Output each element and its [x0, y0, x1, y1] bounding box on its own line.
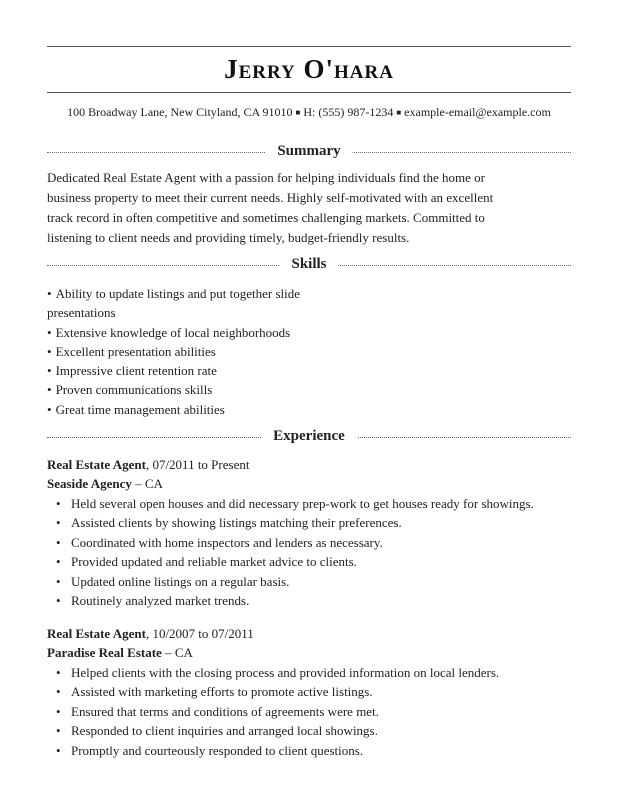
job-company: Seaside Agency [47, 476, 132, 491]
bullet-icon: • [56, 703, 61, 719]
bullet-icon: • [56, 742, 61, 758]
bullet-icon: • [47, 382, 52, 398]
bullet-icon: • [56, 573, 61, 589]
candidate-name: Jerry O'hara [224, 54, 394, 84]
job-title: Real Estate Agent [47, 626, 146, 641]
bullet-icon: • [47, 324, 52, 340]
job-company-line [47, 476, 163, 492]
duty-item: • Provided updated and reliable market advice to clients. [56, 552, 556, 571]
job-title-line [47, 626, 254, 642]
skill-item: • Extensive knowledge of local neighborhoods [47, 324, 291, 340]
duty-item: • Promptly and courteously responded to client questions. [56, 741, 556, 760]
summary-heading-row [47, 143, 571, 161]
duty-item: • Coordinated with home inspectors and lenders as necessary. [56, 533, 556, 552]
top-divider [47, 46, 571, 47]
duty-item: • Ensured that terms and conditions of agreements were met. [56, 702, 556, 721]
bullet-icon: • [47, 363, 52, 379]
bullet-icon: • [47, 401, 52, 417]
job-location: – CA [161, 645, 193, 660]
job-duties-list [56, 663, 556, 760]
bullet-icon: • [56, 534, 61, 550]
skill-item: • Impressive client retention rate [47, 363, 217, 379]
skills-heading-row [47, 256, 571, 274]
job-title: Real Estate Agent [47, 457, 146, 472]
bullet-icon: • [56, 723, 61, 739]
bullet-icon: • [56, 593, 61, 609]
job-dates: , 10/2007 to 07/2011 [145, 626, 254, 641]
job-company: Paradise Real Estate [47, 645, 162, 660]
skill-item: • Ability to update listings and put together slide presentations [47, 286, 301, 321]
contact-separator: ■ [396, 108, 402, 117]
skill-item: • Proven communications skills [47, 382, 213, 398]
name-divider [47, 92, 571, 93]
skills-list [47, 284, 327, 419]
duty-item: • Held several open houses and did necessary prep-work to get houses ready for showings. [56, 494, 556, 513]
duty-item: • Responded to client inquiries and arranged local showings. [56, 721, 556, 740]
bullet-icon: • [56, 665, 61, 680]
bullet-icon: • [47, 286, 52, 301]
contact-separator: ■ [295, 108, 301, 117]
skill-item: • Great time management abilities [47, 401, 225, 417]
job-dates: , 07/2011 to Present [145, 457, 250, 472]
duty-item: • Updated online listings on a regular basis. [56, 572, 556, 591]
bullet-icon: • [56, 684, 61, 700]
job-title-line [47, 457, 249, 473]
contact-email: example-email@example.com [404, 105, 551, 119]
experience-heading: Experience [261, 428, 357, 445]
skills-heading: Skills [279, 256, 338, 273]
contact-line [0, 105, 618, 120]
duty-item: • Routinely analyzed market trends. [56, 591, 556, 610]
duty-item: • Assisted clients by showing listings matching their preferences. [56, 513, 556, 532]
summary-heading: Summary [265, 143, 352, 160]
bullet-icon: • [56, 515, 61, 531]
experience-heading-row [47, 428, 571, 446]
job-duties-list [56, 494, 556, 610]
duty-item: • Assisted with marketing efforts to promote active listings. [56, 682, 556, 701]
bullet-icon: • [56, 554, 61, 570]
job-location: – CA [131, 476, 163, 491]
skill-item: • Excellent presentation abilities [47, 343, 216, 359]
job-company-line [47, 645, 193, 661]
bullet-icon: • [47, 343, 52, 359]
bullet-icon: • [56, 496, 61, 511]
summary-text: Dedicated Real Estate Agent with a passion for helping individuals find the home or business property to meet their current needs. Highly self-motivated with an excellent track record in often competitive and sometimes challenging markets. Committed to listening to client needs and providing timely, budget-friendly results. [47, 170, 494, 245]
contact-address: 100 Broadway Lane, New Cityland, CA 91010 [67, 105, 293, 119]
duty-item: • Helped clients with the closing process and provided information on local lenders. [56, 663, 556, 682]
contact-phone: H: (555) 987-1234 [303, 105, 394, 119]
